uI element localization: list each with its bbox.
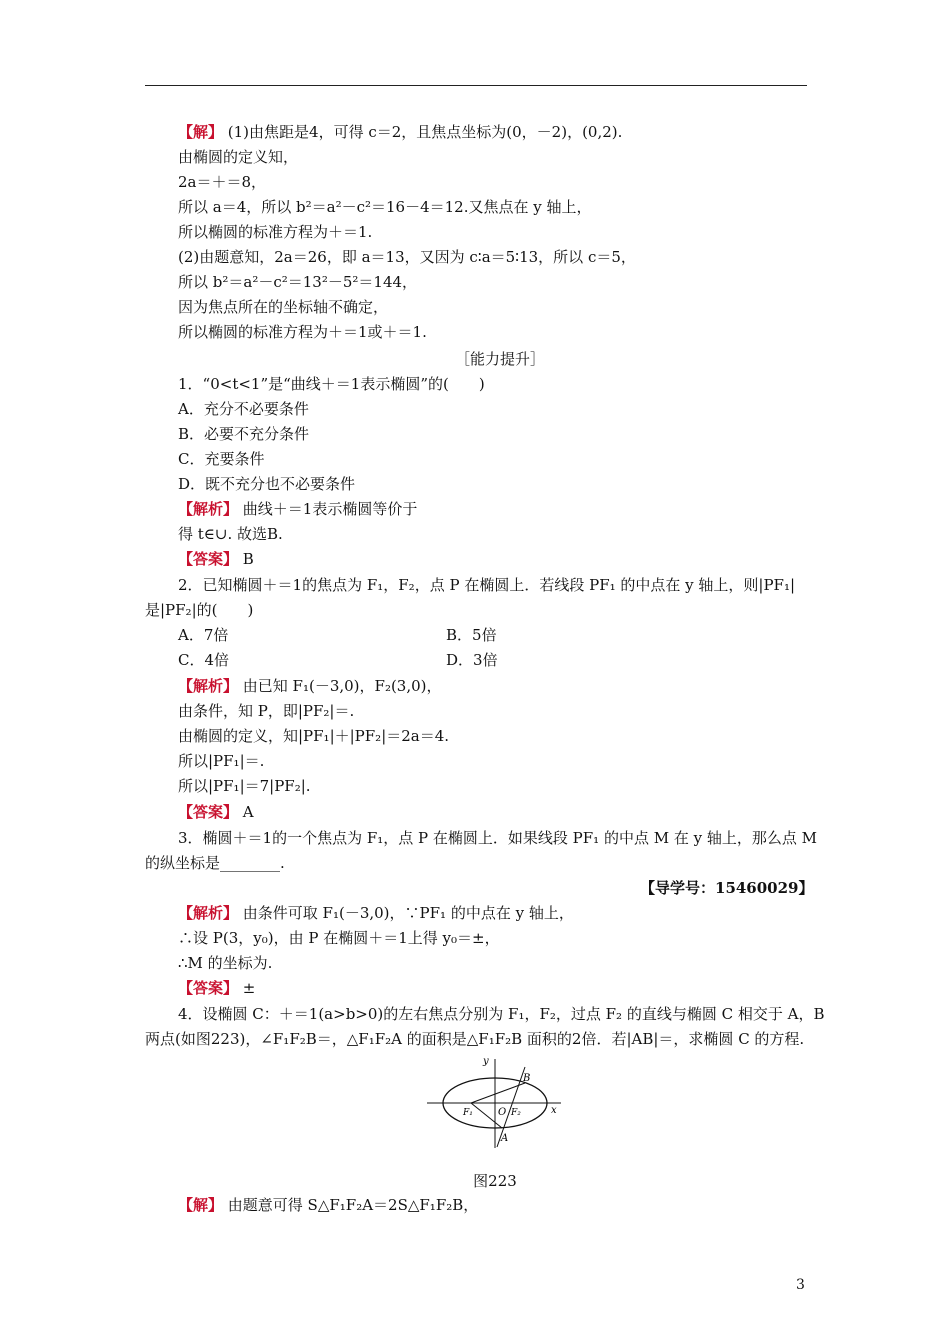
analysis-1: 【解析】 曲线＋＝1表示椭圆等价于: [178, 500, 418, 518]
page-number: 3: [796, 1277, 805, 1293]
question-4-cont: 两点(如图223)，∠F₁F₂B＝，△F₁F₂A 的面积是△F₁F₂B 面积的2倍．若|AB|＝，求椭圆 C 的方程.: [145, 1030, 805, 1048]
text-line: 因为焦点所在的坐标轴不确定，: [178, 298, 389, 316]
guide-number: 【导学号：15460029】: [640, 879, 814, 897]
segment-f1b: [471, 1083, 525, 1103]
section-heading: ［能力提升］: [454, 350, 545, 368]
ellipse-figure: [425, 1055, 565, 1150]
solution-1-line-1: 【解】 (1)由焦距是4，可得 c＝2，且焦点坐标为(0，－2)，(0,2).: [178, 123, 623, 141]
x-label: x: [551, 1105, 557, 1116]
analysis-2: 【解析】 由已知 F₁(－3,0)，F₂(3,0)，: [178, 677, 442, 695]
answer-3: 【答案】 ±: [178, 979, 256, 997]
figure-caption: 图223: [473, 1172, 517, 1190]
text-line: 所以|PF₁|＝.: [178, 752, 265, 770]
text-line: ∴M 的坐标为.: [178, 954, 273, 972]
text-line: 由椭圆的定义，知|PF₁|＋|PF₂|＝2a＝4.: [178, 727, 450, 745]
header-rule: [145, 85, 807, 86]
question-2-cont: 是|PF₂|的( ): [145, 601, 254, 619]
option-a: A．充分不必要条件: [178, 400, 309, 418]
answer-1: 【答案】 B: [178, 550, 254, 568]
origin-label: O: [498, 1107, 507, 1118]
y-label: y: [483, 1056, 489, 1067]
answer-2: 【答案】 A: [178, 803, 254, 821]
question-3: 3．椭圆＋＝1的一个焦点为 F₁，点 P 在椭圆上．如果线段 PF₁ 的中点 M 在 y 轴上，那么点 M: [178, 829, 817, 847]
solution-4: 【解】 由题意可得 S△F₁F₂A＝2S△F₁F₂B，: [178, 1196, 479, 1214]
f1-label: F₁: [463, 1108, 473, 1118]
option-d: D．既不充分也不必要条件: [178, 475, 356, 493]
option-b: B．5倍: [446, 626, 497, 644]
analysis-3: 【解析】 由条件可取 F₁(－3,0)，∵PF₁ 的中点在 y 轴上，: [178, 904, 574, 922]
question-2: 2．已知椭圆＋＝1的焦点为 F₁，F₂，点 P 在椭圆上．若线段 PF₁ 的中点在 y 轴上，则|PF₁|: [178, 576, 796, 594]
question-3-cont: 的纵坐标是________.: [145, 854, 285, 872]
text-line: (2)由题意知，2a＝26，即 a＝13，又因为 c∶a＝5∶13，所以 c＝5，: [178, 248, 636, 266]
text-line: 所以 b²＝a²－c²＝13²－5²＝144，: [178, 273, 418, 291]
option-c: C．4倍: [178, 651, 230, 669]
question-1: 1．“0<t<1”是“曲线＋＝1表示椭圆”的( ): [178, 375, 485, 393]
text-line: ∴设 P(3，y₀)，由 P 在椭圆＋＝1上得 y₀＝±，: [178, 929, 500, 947]
text-line: 2a＝＋＝8，: [178, 173, 267, 191]
text-line: 所以|PF₁|＝7|PF₂|.: [178, 777, 311, 795]
option-b: B．必要不充分条件: [178, 425, 310, 443]
point-b-label: B: [523, 1073, 531, 1084]
text-line: 所以椭圆的标准方程为＋＝1或＋＝1.: [178, 323, 427, 341]
text-line: 所以 a＝4，所以 b²＝a²－c²＝16－4＝12.又焦点在 y 轴上，: [178, 198, 592, 216]
text-line: 所以椭圆的标准方程为＋＝1.: [178, 223, 373, 241]
option-d: D．3倍: [446, 651, 498, 669]
text-line: 得 t∈∪. 故选B.: [178, 525, 283, 543]
point-a-label: A: [501, 1133, 509, 1144]
text-line: 由条件，知 P，即|PF₂|＝.: [178, 702, 355, 720]
option-c: C．充要条件: [178, 450, 265, 468]
f2-label: F₂: [511, 1108, 521, 1118]
question-4: 4．设椭圆 C：＋＝1(a>b>0)的左右焦点分别为 F₁，F₂，过点 F₂ 的直线与椭圆 C 相交于 A，B: [178, 1005, 825, 1023]
option-a: A．7倍: [178, 626, 229, 644]
text-line: 由椭圆的定义知，: [178, 148, 299, 166]
